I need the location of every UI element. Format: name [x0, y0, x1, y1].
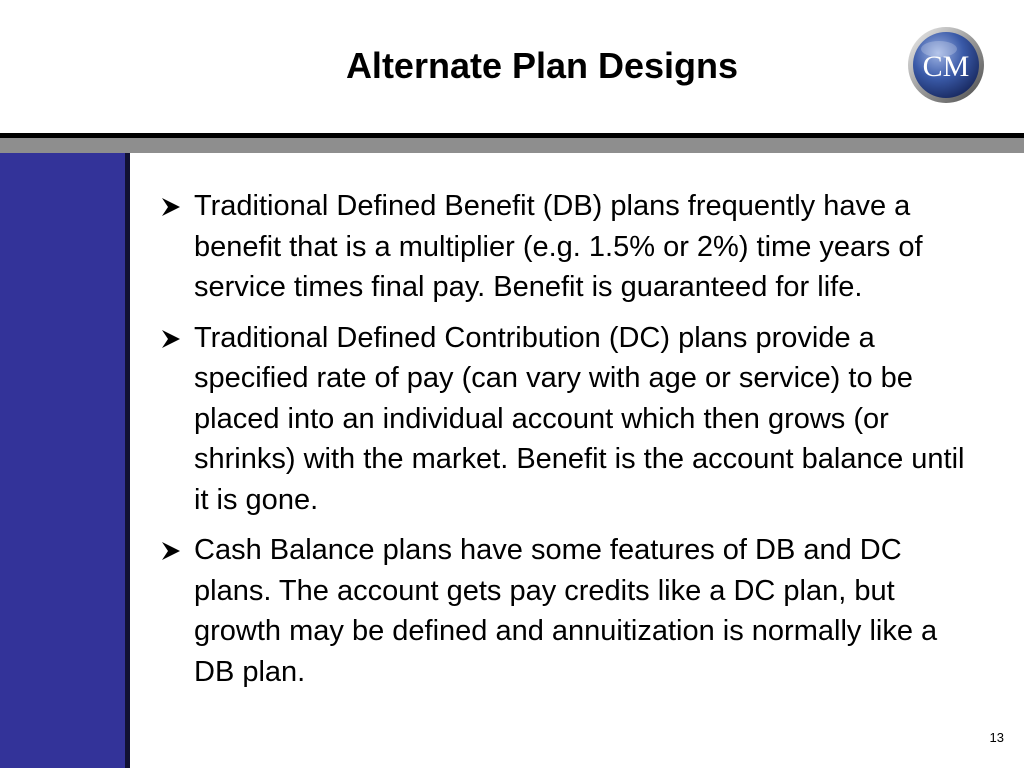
sidebar-band — [0, 153, 125, 768]
bullet-item-dc — [156, 318, 976, 521]
arrow-bullet-icon — [160, 540, 182, 562]
cm-logo — [906, 25, 986, 105]
logo-text: CM — [922, 50, 970, 83]
bullet-item-db — [156, 186, 976, 308]
bullet-text: Traditional Defined Contribution (DC) plans provide a specified rate of pay (can vary with age or service) to be placed into an individual account which then grows (or shrinks) with the market. Benefit is the account balance until it is gone. — [194, 321, 965, 516]
sidebar-edge — [125, 153, 130, 768]
bullet-item-cash-balance — [156, 530, 976, 692]
header-rule-gray — [0, 138, 1024, 153]
arrow-bullet-icon — [160, 328, 182, 350]
bullet-text: Cash Balance plans have some features of DB and DC plans. The account gets pay credits like a DC plan, but growth may be defined and annuitization is normally like a DB plan. — [194, 534, 938, 688]
arrow-bullet-icon — [160, 196, 182, 218]
bullet-list — [156, 186, 976, 702]
slide-title: Alternate Plan Designs — [345, 45, 739, 86]
bullet-text: Traditional Defined Benefit (DB) plans frequently have a benefit that is a multiplier (e.g. 1.5% or 2%) time years of service times final pay. Benefit is guaranteed for life. — [194, 190, 923, 303]
page-number: 13 — [989, 730, 1004, 745]
